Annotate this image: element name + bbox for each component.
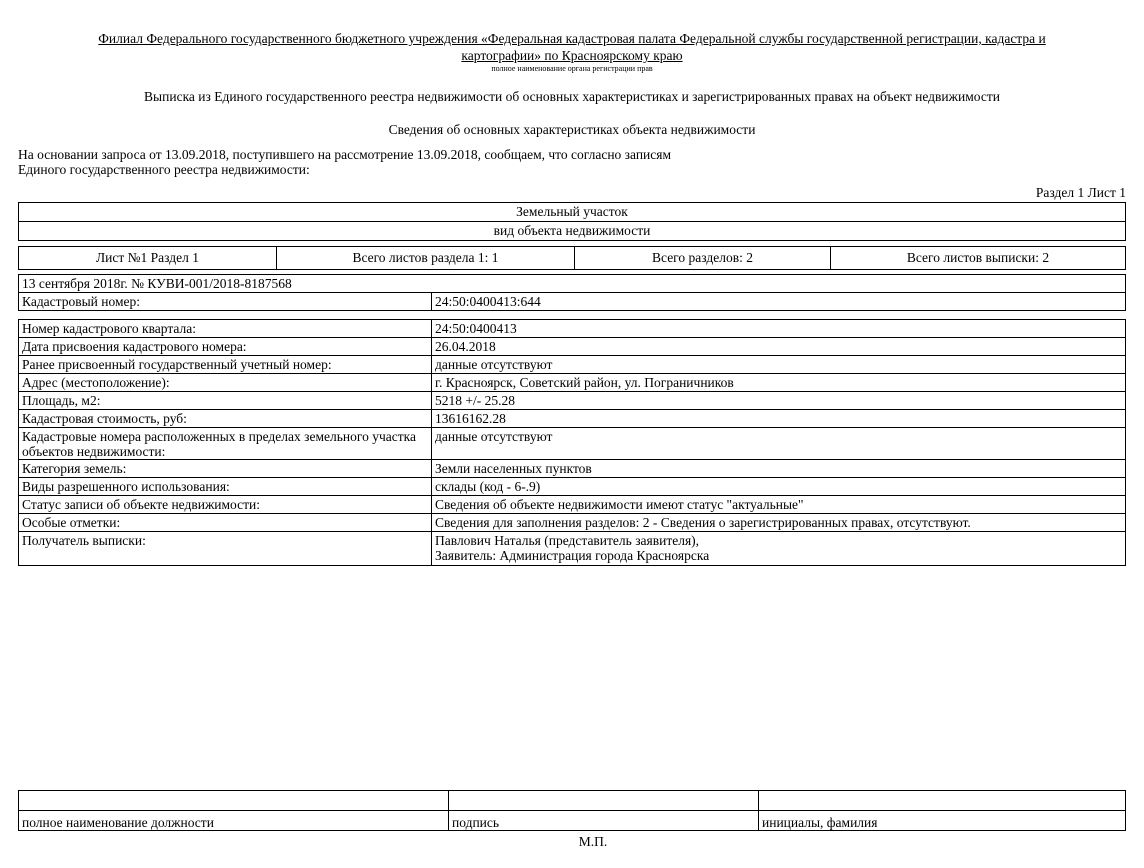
sheet-section: Лист №1 Раздел 1 xyxy=(19,247,277,270)
row-value: 26.04.2018 xyxy=(432,338,1126,356)
row-value: Сведения для заполнения разделов: 2 - Сведения о зарегистрированных правах, отсутствуют. xyxy=(432,514,1126,532)
position-caption: полное наименование должности xyxy=(19,811,449,831)
cadastral-number-value: 24:50:0400413:644 xyxy=(432,293,1126,311)
name-field xyxy=(759,791,1126,811)
table-row xyxy=(19,392,1126,410)
recipient-line2: Заявитель: Администрация города Красноярска xyxy=(435,548,710,563)
organization-name xyxy=(30,30,1114,64)
position-field xyxy=(19,791,449,811)
table-row xyxy=(19,428,1126,460)
spacer-row xyxy=(19,311,1126,320)
recipient-line1: Павлович Наталья (представитель заявителя), xyxy=(435,533,700,548)
table-row xyxy=(19,410,1126,428)
organization-name-line2: картографии» по Красноярскому краю xyxy=(461,48,683,63)
object-type: Земельный участок xyxy=(19,203,1126,222)
organization-name-line1: Филиал Федерального государственного бюджетного учреждения «Федеральная кадастровая палата Федеральной службы государственной регистрации, кадастра и xyxy=(98,31,1046,46)
table-row xyxy=(19,532,1126,566)
signature-table xyxy=(18,790,1126,831)
row-value: склады (код - 6-.9) xyxy=(432,478,1126,496)
table-row xyxy=(19,460,1126,478)
row-label: Получатель выписки: xyxy=(19,532,432,566)
row-value: 5218 +/- 25.28 xyxy=(432,392,1126,410)
section-reference: Раздел 1 Лист 1 xyxy=(1035,185,1126,200)
row-value: данные отсутствуют xyxy=(432,428,1126,460)
total-section-sheets: Всего листов раздела 1: 1 xyxy=(277,247,575,270)
total-extract-sheets: Всего листов выписки: 2 xyxy=(831,247,1126,270)
characteristics-table xyxy=(18,274,1126,566)
table-row xyxy=(19,338,1126,356)
table-row xyxy=(19,320,1126,338)
row-value: Сведения об объекте недвижимости имеют статус "актуальные" xyxy=(432,496,1126,514)
row-label: Площадь, м2: xyxy=(19,392,432,410)
organization-caption: полное наименование органа регистрации прав xyxy=(491,64,653,73)
row-value: Земли населенных пунктов xyxy=(432,460,1126,478)
signature-caption: подпись xyxy=(449,811,759,831)
object-type-table xyxy=(18,202,1126,241)
object-type-caption: вид объекта недвижимости xyxy=(19,222,1126,241)
row-label: Категория земель: xyxy=(19,460,432,478)
table-row xyxy=(19,514,1126,532)
row-value: г. Красноярск, Советский район, ул. Пограничников xyxy=(432,374,1126,392)
row-label: Дата присвоения кадастрового номера: xyxy=(19,338,432,356)
name-caption: инициалы, фамилия xyxy=(759,811,1126,831)
table-row xyxy=(19,496,1126,514)
cadastral-number-label: Кадастровый номер: xyxy=(19,293,432,311)
row-label: Адрес (местоположение): xyxy=(19,374,432,392)
row-label: Кадастровые номера расположенных в пределах земельного участка объектов недвижимости: xyxy=(19,428,432,460)
row-value: 13616162.28 xyxy=(432,410,1126,428)
row-label: Виды разрешенного использования: xyxy=(19,478,432,496)
sheets-table xyxy=(18,246,1126,270)
row-label: Ранее присвоенный государственный учетный номер: xyxy=(19,356,432,374)
row-label: Статус записи об объекте недвижимости: xyxy=(19,496,432,514)
intro-line1: На основании запроса от 13.09.2018, поступившего на рассмотрение 13.09.2018, сообщаем, что согласно записям xyxy=(18,147,672,162)
table-row xyxy=(19,356,1126,374)
stamp-place: М.П. xyxy=(578,834,608,849)
section-title: Сведения об основных характеристиках объекта недвижимости xyxy=(388,122,756,137)
row-value: данные отсутствуют xyxy=(432,356,1126,374)
table-row xyxy=(19,478,1126,496)
signature-field xyxy=(449,791,759,811)
date-number: 13 сентября 2018г. № КУВИ-001/2018-8187568 xyxy=(19,275,1126,293)
total-sections: Всего разделов: 2 xyxy=(575,247,831,270)
row-value xyxy=(432,532,1126,566)
intro-line2: Единого государственного реестра недвижимости: xyxy=(18,162,310,177)
row-label: Кадастровая стоимость, руб: xyxy=(19,410,432,428)
table-row xyxy=(19,374,1126,392)
row-value: 24:50:0400413 xyxy=(432,320,1126,338)
row-label: Особые отметки: xyxy=(19,514,432,532)
intro-text xyxy=(18,147,1018,177)
row-label: Номер кадастрового квартала: xyxy=(19,320,432,338)
document-title: Выписка из Единого государственного реестра недвижимости об основных характеристиках и зарегистрированных правах на объект недвижимости xyxy=(144,89,1000,104)
